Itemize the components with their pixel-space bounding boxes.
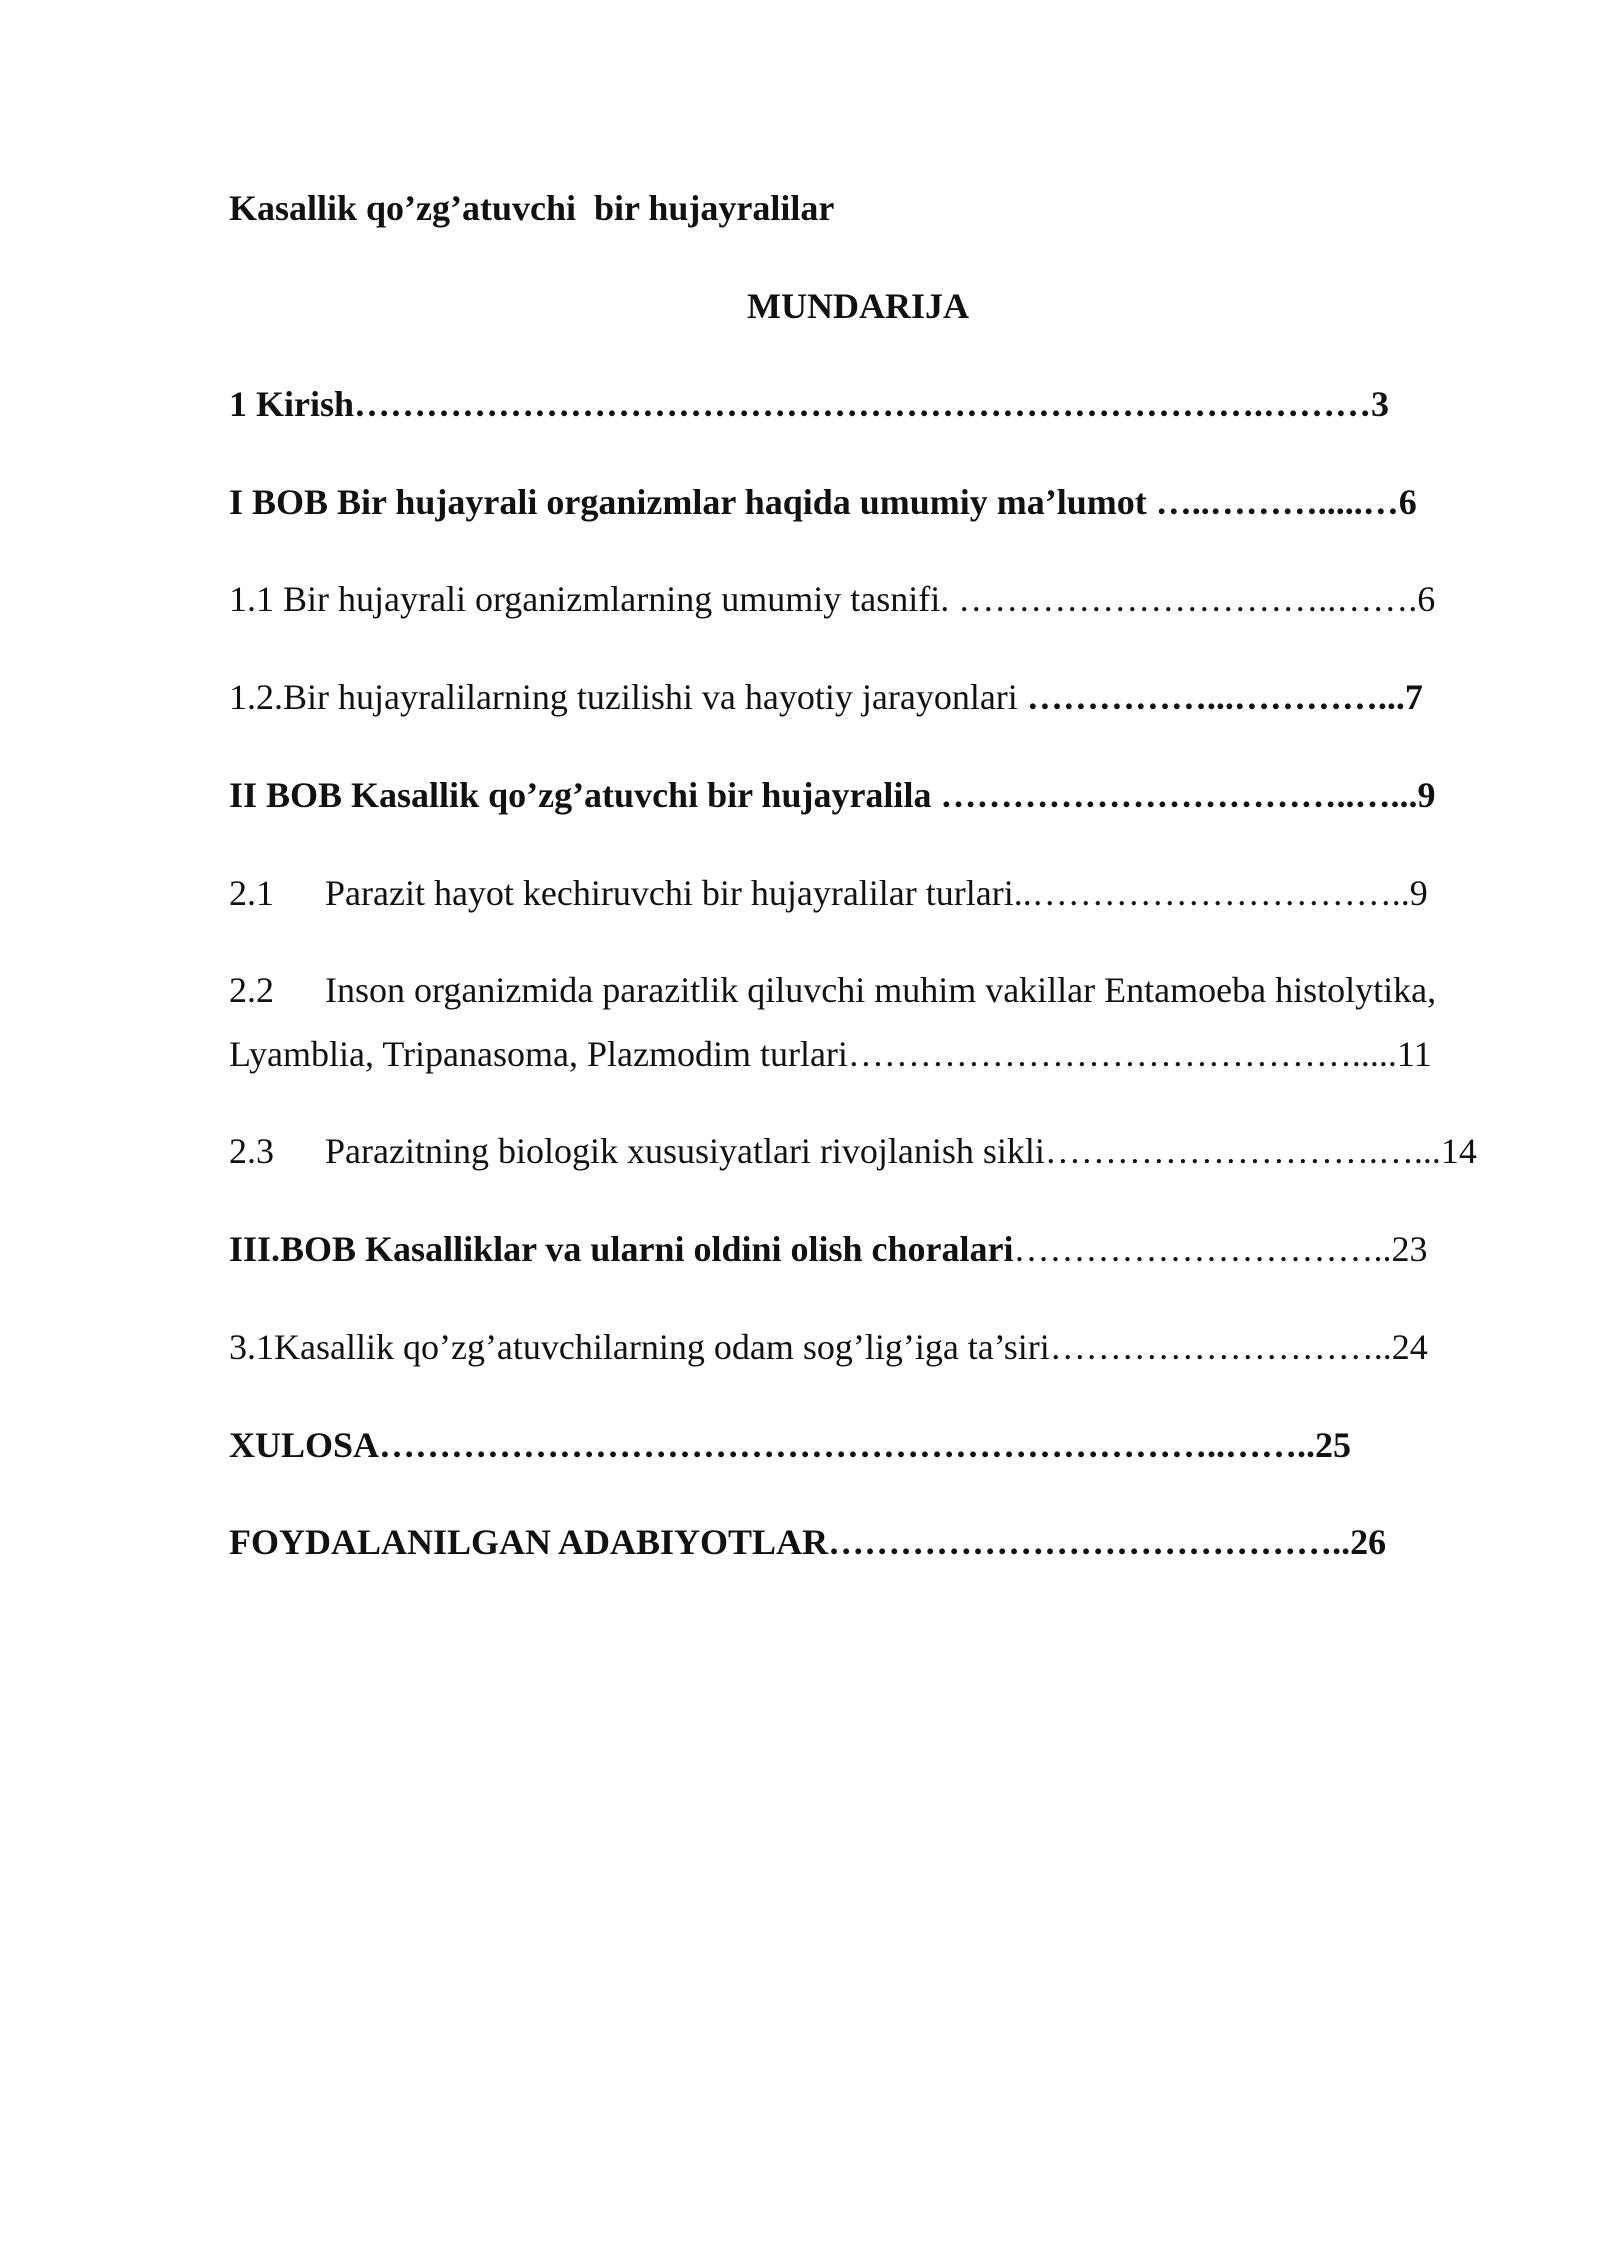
- toc-entry-1-2: [229, 679, 1423, 715]
- toc-entry-xulosa: XULOSA……………………………………………………………..……..25: [229, 1425, 1352, 1465]
- toc-entry-2-2-number: 2.2: [229, 970, 274, 1010]
- toc-entry-2-2-text: Inson organizmida parazitlik qiluvchi muhim vakillar Entamoeba histolytika,: [325, 970, 1437, 1010]
- toc-entry-1-1: 1.1 Bir hujayrali organizmlarning umumiy tasnifi. …………………………..…….6: [229, 579, 1436, 619]
- toc-entry-adabiyotlar: FOYDALANILGAN ADABIYOTLAR……………………………………..26: [229, 1522, 1387, 1562]
- toc-entry-bob3-leader: …………………………..23: [1013, 1229, 1428, 1269]
- toc-entry-2-1-text: Parazit hayot kechiruvchi bir hujayralilar turlari..…………………………..9: [325, 873, 1428, 913]
- toc-entry-bob3: [229, 1231, 1428, 1267]
- toc-entry-2-2-continuation: Lyamblia, Tripanasoma, Plazmodim turlari…………………………………….....11: [229, 1034, 1432, 1074]
- toc-entry-kirish: 1 Kirish………………………………………………………………….………3: [229, 384, 1390, 424]
- toc-entry-3-1: 3.1Kasallik qo’zg’atuvchilarning odam sog’lig’iga ta’siri………………………..24: [229, 1327, 1428, 1367]
- toc-entry-bob1: I BOB Bir hujayrali organizmlar haqida umumiy ma’lumot …..……….....…6: [229, 482, 1417, 522]
- toc-heading: MUNDARIJA: [747, 286, 969, 326]
- toc-entry-bob2: II BOB Kasallik qo’zg’atuvchi bir hujayralila ……………………………..…...9: [229, 775, 1436, 815]
- document-subtitle: Kasallik qo’zg’atuvchi bir hujayralilar: [229, 188, 835, 228]
- toc-entry-2-3: [229, 1133, 1477, 1169]
- toc-entry-1-2-leader: ……………...…………...7: [1026, 677, 1423, 717]
- toc-entry-2-1: [229, 875, 1428, 911]
- toc-entry-bob3-title: III.BOB Kasalliklar va ularni oldini olish choralari: [229, 1229, 1014, 1269]
- toc-entry-2-1-number: 2.1: [229, 873, 274, 913]
- toc-entry-1-2-text: 1.2.Bir hujayralilarning tuzilishi va hayotiy jarayonlari: [229, 677, 1027, 717]
- toc-entry-2-3-number: 2.3: [229, 1131, 274, 1171]
- toc-entry-2-2: [229, 972, 1436, 1008]
- toc-entry-2-3-text: Parazitning biologik xususiyatlari rivojlanish sikli……………………….…...14: [325, 1131, 1477, 1171]
